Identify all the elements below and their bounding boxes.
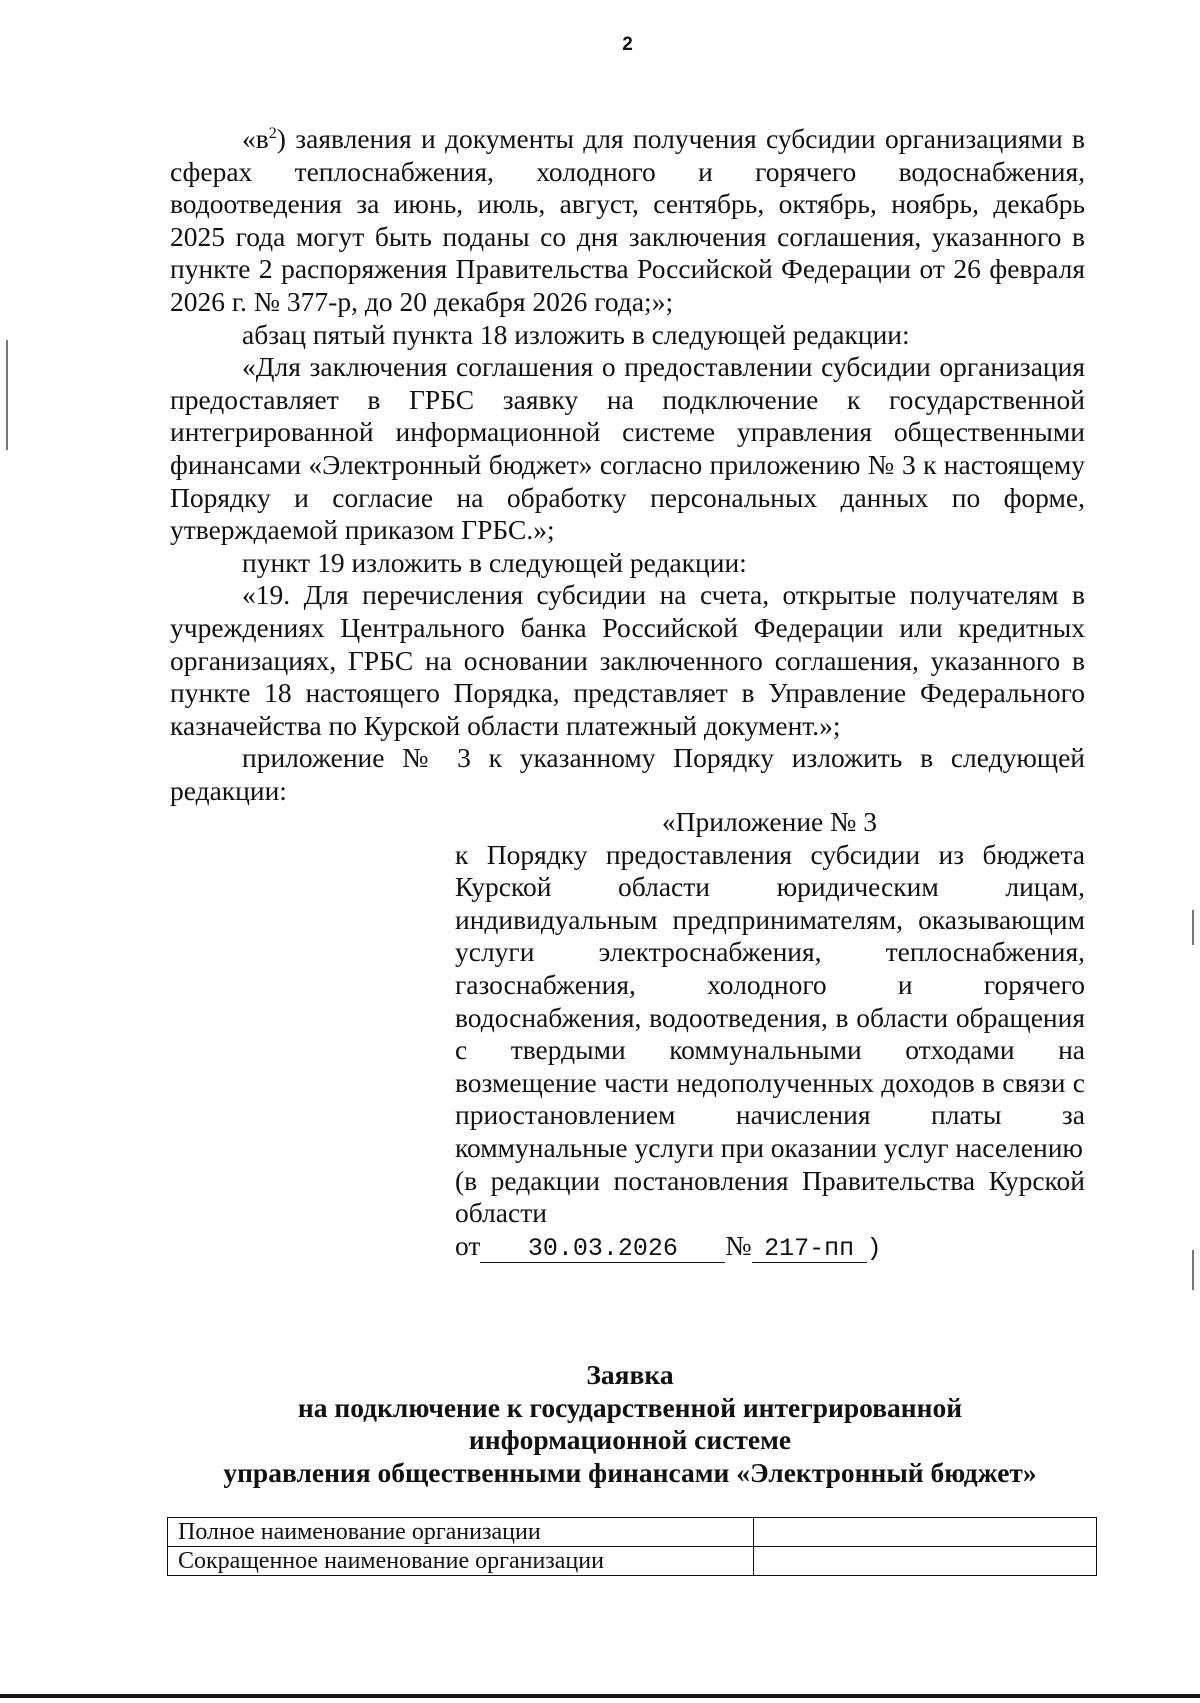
superscript-2: 2 <box>268 124 277 142</box>
paragraph-v2-text: ) заявления и документы для получения субсидии организациями в сферах теплоснабжения, холодного и горячего водоснабжения, водоотведения за июнь, июль, август, сентябрь, октябрь, ноябрь, декабрь 2025 года могут быть поданы со дня заключения соглашения, указанного в пункте 2 распоряжения Правительства Российской Федерации от 26 февраля 2026 г. № 377-р, до 20 декабря 2026 года;»; <box>170 123 1085 317</box>
heading-line-3: информационной системе <box>468 1424 792 1456</box>
application-heading <box>165 1359 1095 1489</box>
paragraph-item-19-text: «19. Для перечисления субсидии на счета, открытые получателям в учреждениях Центрального банка Российской Федерации или кредитных организациях, ГРБС на основании заключенного соглашения, указанного в пункте 18 настоящего Порядка, представляет в Управление Федерального казначейства по Курской области платежный документ.»; <box>170 579 1085 741</box>
document-body <box>170 123 1085 807</box>
right-margin-mark <box>1192 910 1194 945</box>
appendix-date-number-line <box>455 1230 1085 1263</box>
paragraph-item-18-text: «Для заключения соглашения о предоставлении субсидии организация предоставляет в ГРБС заявку на подключение к государственной интегрированной информационной системе управления общественными финансами «Электронный бюджет» согласно приложению № 3 к настоящему Порядку и согласие на обработку персональных данных по форме, утверждаемой приказом ГРБС.»; <box>170 351 1085 546</box>
table-row <box>168 1547 1097 1576</box>
table-cell-label: Сокращенное наименование организации <box>168 1547 754 1576</box>
organization-table <box>167 1517 1097 1576</box>
paragraph-v2-prefix: «в <box>242 123 269 154</box>
resolution-number: 217-пп <box>752 1236 867 1263</box>
appendix-header <box>455 806 1085 1263</box>
from-label: от <box>455 1229 481 1261</box>
table-cell-value <box>754 1547 1097 1576</box>
appendix-title: «Приложение № 3 <box>661 806 877 837</box>
paragraph-amend-item-19: пункт 19 изложить в следующей редакции: <box>242 546 747 578</box>
appendix-edition-note: (в редакции постановления Правительства Курской области <box>455 1164 1085 1229</box>
left-margin-mark <box>6 340 8 450</box>
paragraph-v2-subsidy-applications <box>170 123 1085 319</box>
page-number: 2 <box>622 34 633 55</box>
paragraph-amend-item-18: абзац пятый пункта 18 изложить в следующей редакции: <box>242 318 910 350</box>
heading-line-4: управления общественными финансами «Электронный бюджет» <box>223 1456 1037 1488</box>
number-label: № <box>725 1229 752 1261</box>
closing-paren: ) <box>866 1233 882 1263</box>
right-margin-mark <box>1192 1250 1194 1290</box>
appendix-description: к Порядку предоставления субсидии из бюджета Курской области юридическим лицам, индивидуальным предпринимателям, оказывающим услуги электроснабжения, теплоснабжения, газоснабжения, холодного и горячего водоснабжения, водоотведения, в области обращения с твердыми коммунальными отходами на возмещение части недополученных доходов в связи с приостановлением начисления платы за коммунальные услуги при оказании услуг населению <box>455 838 1085 1163</box>
scan-bottom-edge <box>0 1694 1200 1698</box>
table-cell-value <box>754 1518 1097 1547</box>
heading-line-2: на подключение к государственной интегрированной <box>297 1391 963 1423</box>
table-row <box>168 1518 1097 1547</box>
table-cell-label: Полное наименование организации <box>168 1518 754 1547</box>
resolution-date: 30.03.2026 <box>480 1236 725 1263</box>
paragraph-amend-appendix-3: приложение № 3 к указанному Порядку изложить в следующей редакции: <box>170 742 1085 806</box>
heading-line-1: Заявка <box>586 1359 674 1390</box>
